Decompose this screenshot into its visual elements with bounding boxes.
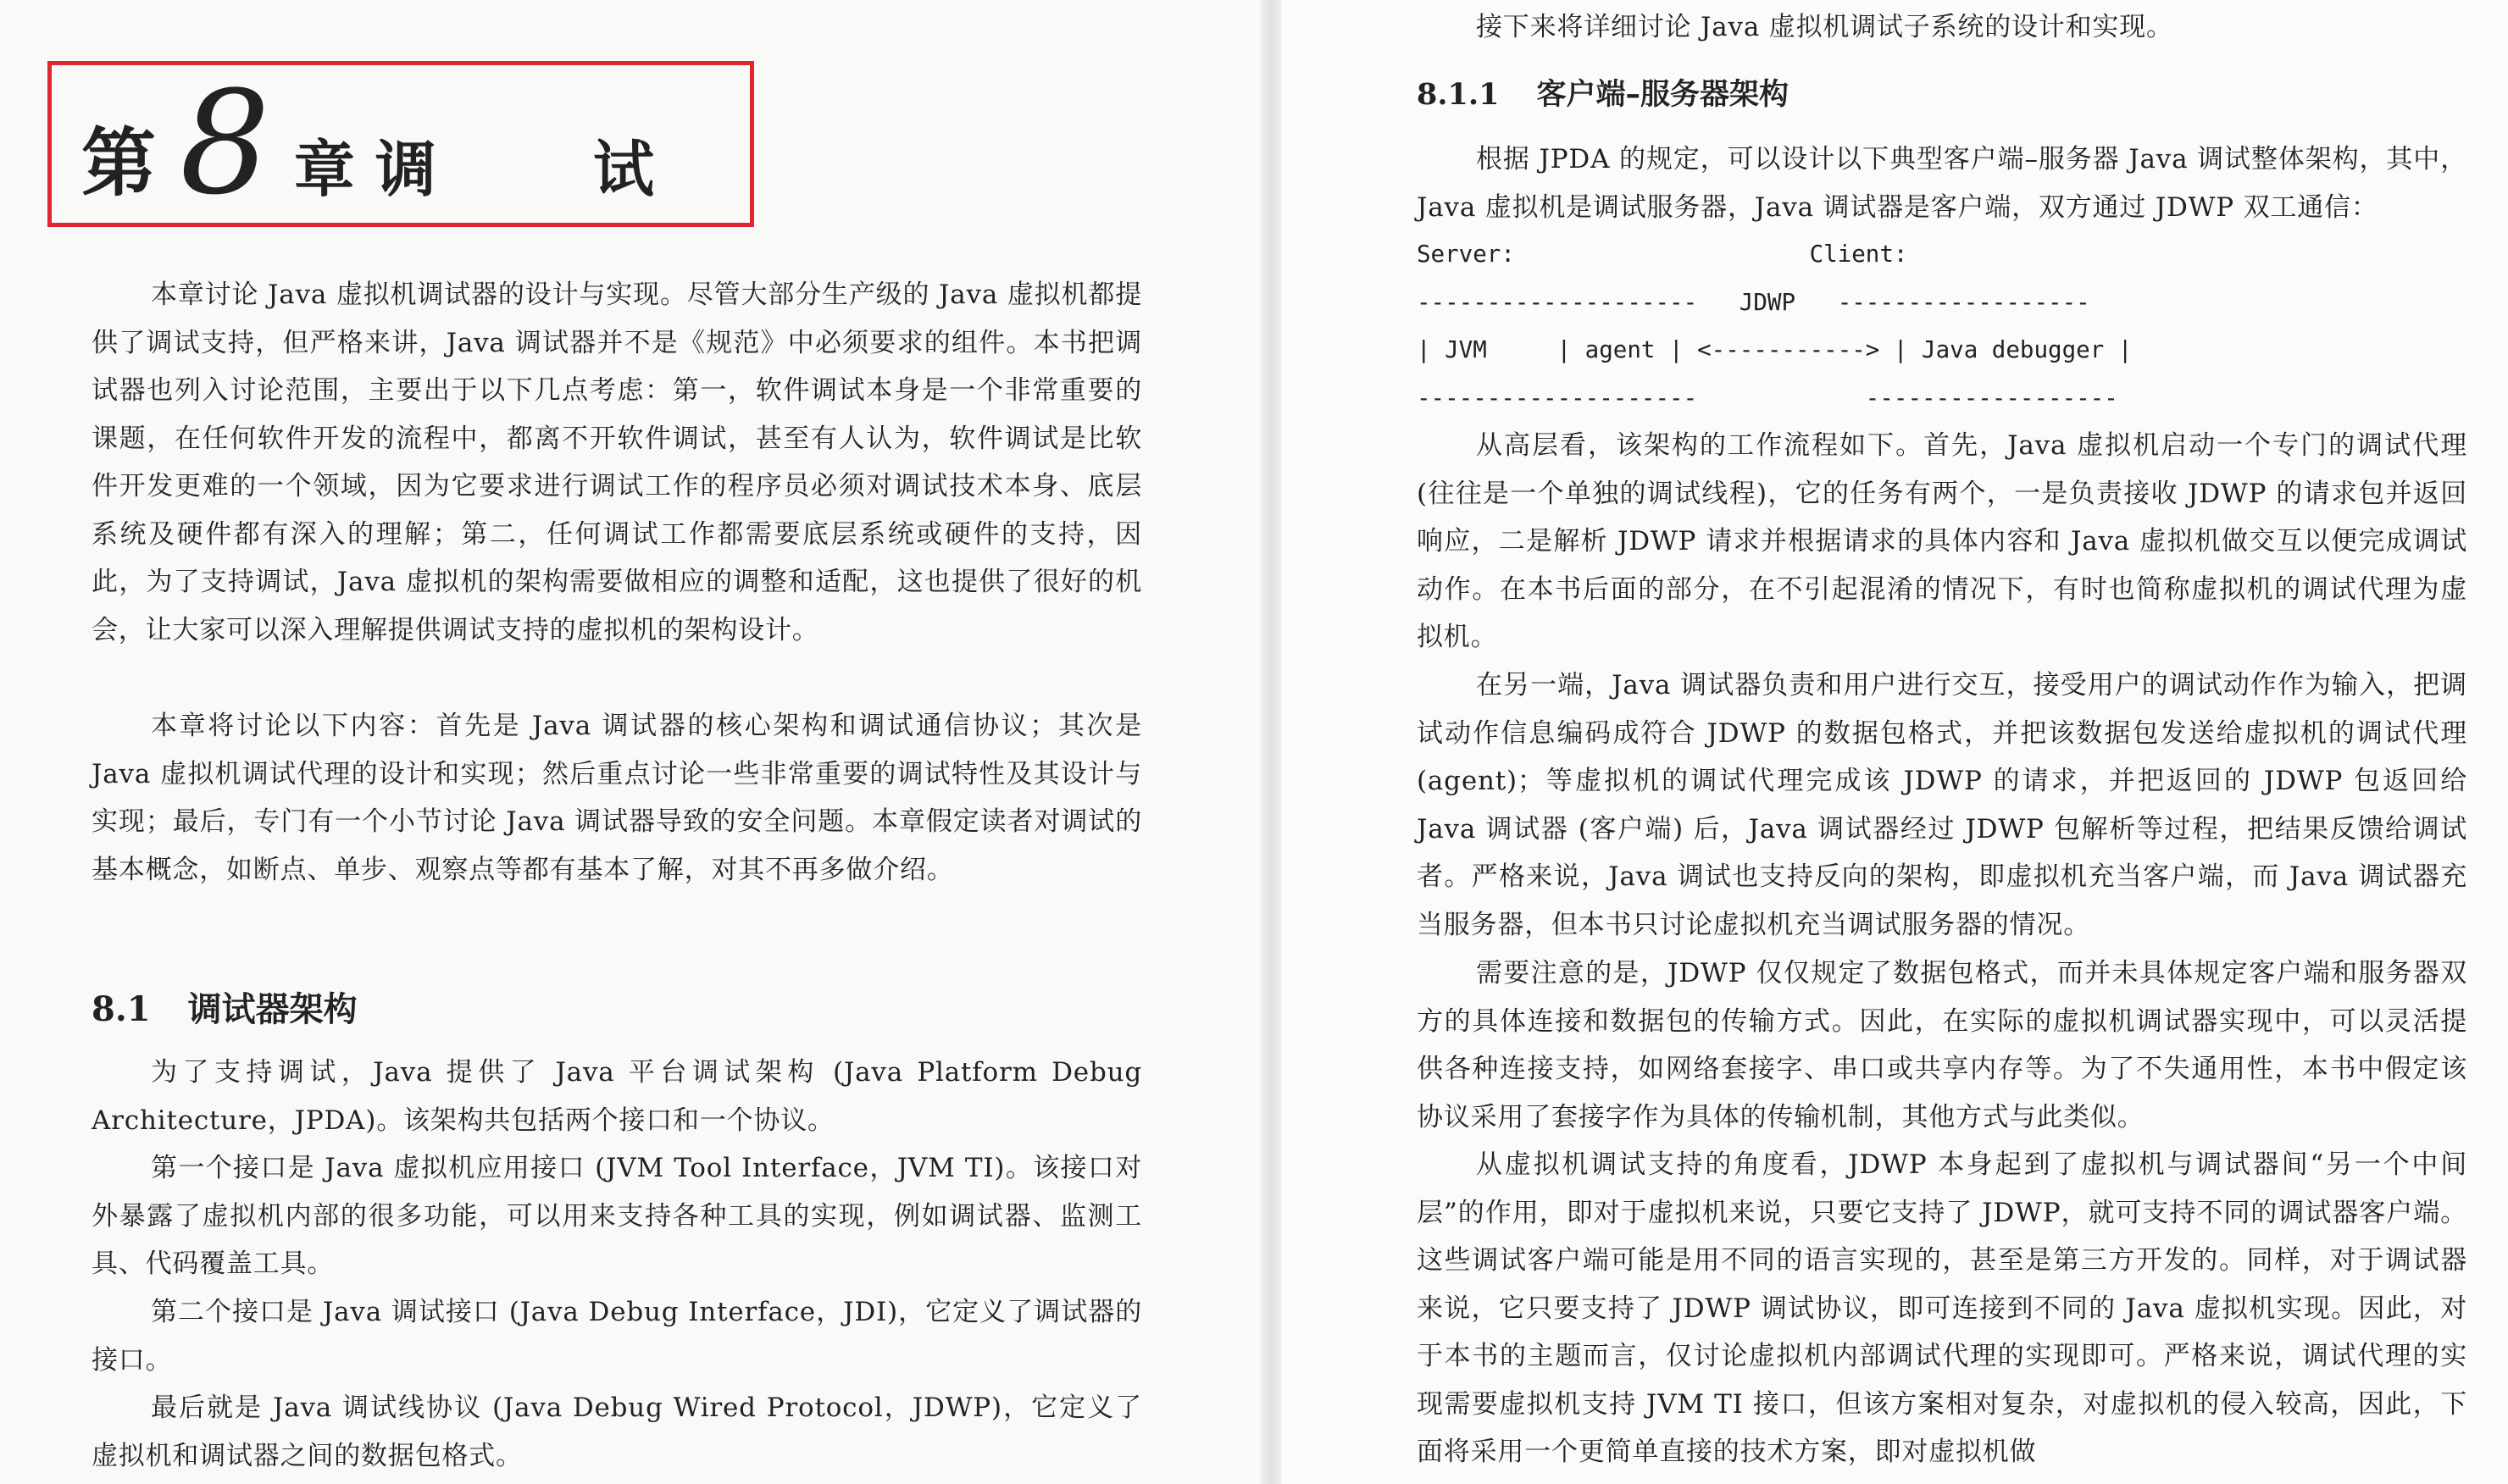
right-paragraph-2: 在另一端，Java 调试器负责和用户进行交互，接受用户的调试动作作为输入，把调试动作信息编码成符合 JDWP 的数据包格式，并把该数据包发送给虚拟机的调试代理 (agent)；等虚拟机的调试代理完成该 JDWP 的请求，并把返回的 JDWP 包返回给 Java 调试器 (客户端) 后，Java 调试器经过 JDWP 包解析等过程，把结果反馈给调试者。严格来说，Java 调试也支持反向的架构，即虚拟机充当客户端，而 Java 调试器充当服务器，但本书只讨论虚拟机充当调试服务器的情况。 (1417, 670, 2467, 940)
section-number: 8.1 (92, 989, 151, 1029)
chapter-suffix: 章 (293, 133, 355, 205)
section-paragraph-3: 第二个接口是 Java 调试接口 (Java Debug Interface，JDI)，它定义了调试器的接口。 (92, 1297, 1142, 1376)
code-line: -------------------- JDWP ------------------ (1417, 288, 2090, 316)
right-paragraph-3: 需要注意的是，JDWP 仅仅规定了数据包格式，而并未具体规定客户端和服务器双方的具体连接和数据包的传输方式。因此，在实际的虚拟机调试器实现中，可以灵活提供各种连接支持，如网络套接字、串口或共享内存等。为了不失通用性，本书中假定该协议采用了套接字作为具体的传输机制，其他方式与此类似。 (1417, 958, 2467, 1132)
subsection-title: 客户端–服务器架构 (1536, 78, 1789, 112)
code-line: Server: Client: (1417, 241, 1908, 268)
paragraph-before-code: 根据 JPDA 的规定，可以设计以下典型客户端–服务器 Java 调试整体架构，其中，Java 虚拟机是调试服务器，Java 调试器是客户端，双方通过 JDWP 双工通信： (1417, 144, 2467, 223)
right-paragraph-4: 从虚拟机调试支持的角度看，JDWP 本身起到了虚拟机与调试器间“另一个中间层”的作用，即对于虚拟机来说，只要它支持了 JDWP，就可支持不同的调试器客户端。这些调试客户端可能是用不同的语言实现的，甚至是第三方开发的。同样，对于调试器来说，它只要支持了 JDWP 调试协议，即可连接到不同的 Java 虚拟机实现。因此，对于本书的主题而言，仅讨论虚拟机内部调试代理的实现即可。严格来说，调试代理的实现需要虚拟机支持 JVM TI 接口，但该方案相对复杂，对虚拟机的侵入较高，因此，下面将采用一个更简单直接的技术方案，即对虚拟机做 (1417, 1149, 2467, 1467)
book-gutter (1261, 0, 1283, 1484)
right-page (1281, 0, 2508, 1484)
section-paragraph-4: 最后就是 Java 调试线协议 (Java Debug Wired Protocol，JDWP)，它定义了虚拟机和调试器之间的数据包格式。 (92, 1393, 1142, 1471)
code-line: | JVM | agent | <-----------> | Java debugger | (1417, 336, 2133, 363)
chapter-number: 8 (180, 60, 270, 227)
section-heading (92, 983, 358, 1031)
right-paragraph-1: 从高层看，该架构的工作流程如下。首先，Java 虚拟机启动一个专门的调试代理 (往往是一个单独的调试线程)，它的任务有两个，一是负责接收 JDWP 的请求包并返回响应，二是解析 JDWP 请求并根据请求的具体内容和 Java 虚拟机做交互以便完成调试动作。在本书后面的部分，在不引起混淆的情况下，有时也简称虚拟机的调试代理为虚拟机。 (1417, 430, 2467, 652)
intro-paragraph-1: 本章讨论 Java 虚拟机调试器的设计与实现。尽管大部分生产级的 Java 虚拟机都提供了调试支持，但严格来讲，Java 调试器并不是《规范》中必须要求的组件。本书把调试器也列入讨论范围，主要出于以下几点考虑：第一，软件调试本身是一个非常重要的课题，在任何软件开发的流程中，都离不开软件调试，甚至有人认为，软件调试是比软件开发更难的一个领域，因为它要求进行调试工作的程序员必须对调试技术本身、底层系统及硬件都有深入的理解；第二，任何调试工作都需要底层系统或硬件的支持，因此，为了支持调试，Java 虚拟机的架构需要做相应的调整和适配，这也提供了很好的机会，让大家可以深入理解提供调试支持的虚拟机的架构设计。 (92, 280, 1142, 645)
section-paragraph-1: 为了支持调试，Java 提供了 Java 平台调试架构 (Java Platform Debug Architecture，JPDA)。该架构共包括两个接口和一个协议。 (92, 1057, 1142, 1136)
code-line: -------------------- ------------------ (1417, 384, 2118, 412)
chapter-prefix: 第 (81, 119, 157, 207)
section-title: 调试器架构 (187, 990, 358, 1029)
intro-paragraph-2: 本章将讨论以下内容：首先是 Java 调试器的核心架构和调试通信协议；其次是 Java 虚拟机调试代理的设计和实现；然后重点讨论一些非常重要的调试特性及其设计与实现；最后，专门有一个小节讨论 Java 调试器导致的安全问题。本章假定读者对调试的基本概念，如断点、单步、观察点等都有基本了解，对其不再多做介绍。 (92, 711, 1142, 885)
section-paragraph-2: 第一个接口是 Java 虚拟机应用接口 (JVM Tool Interface，JVM TI)。该接口对外暴露了虚拟机内部的很多功能，可以用来支持各种工具的实现，例如调试器、监测工具、代码覆盖工具。 (92, 1153, 1142, 1279)
architecture-code-block (1417, 230, 2132, 422)
subsection-heading (1417, 71, 1789, 114)
chapter-title (81, 60, 742, 227)
subsection-number: 8.1.1 (1417, 77, 1500, 112)
right-top-paragraph: 接下来将详细讨论 Java 虚拟机调试子系统的设计和实现。 (1476, 12, 2173, 42)
chapter-name: 调 试 (375, 133, 722, 205)
